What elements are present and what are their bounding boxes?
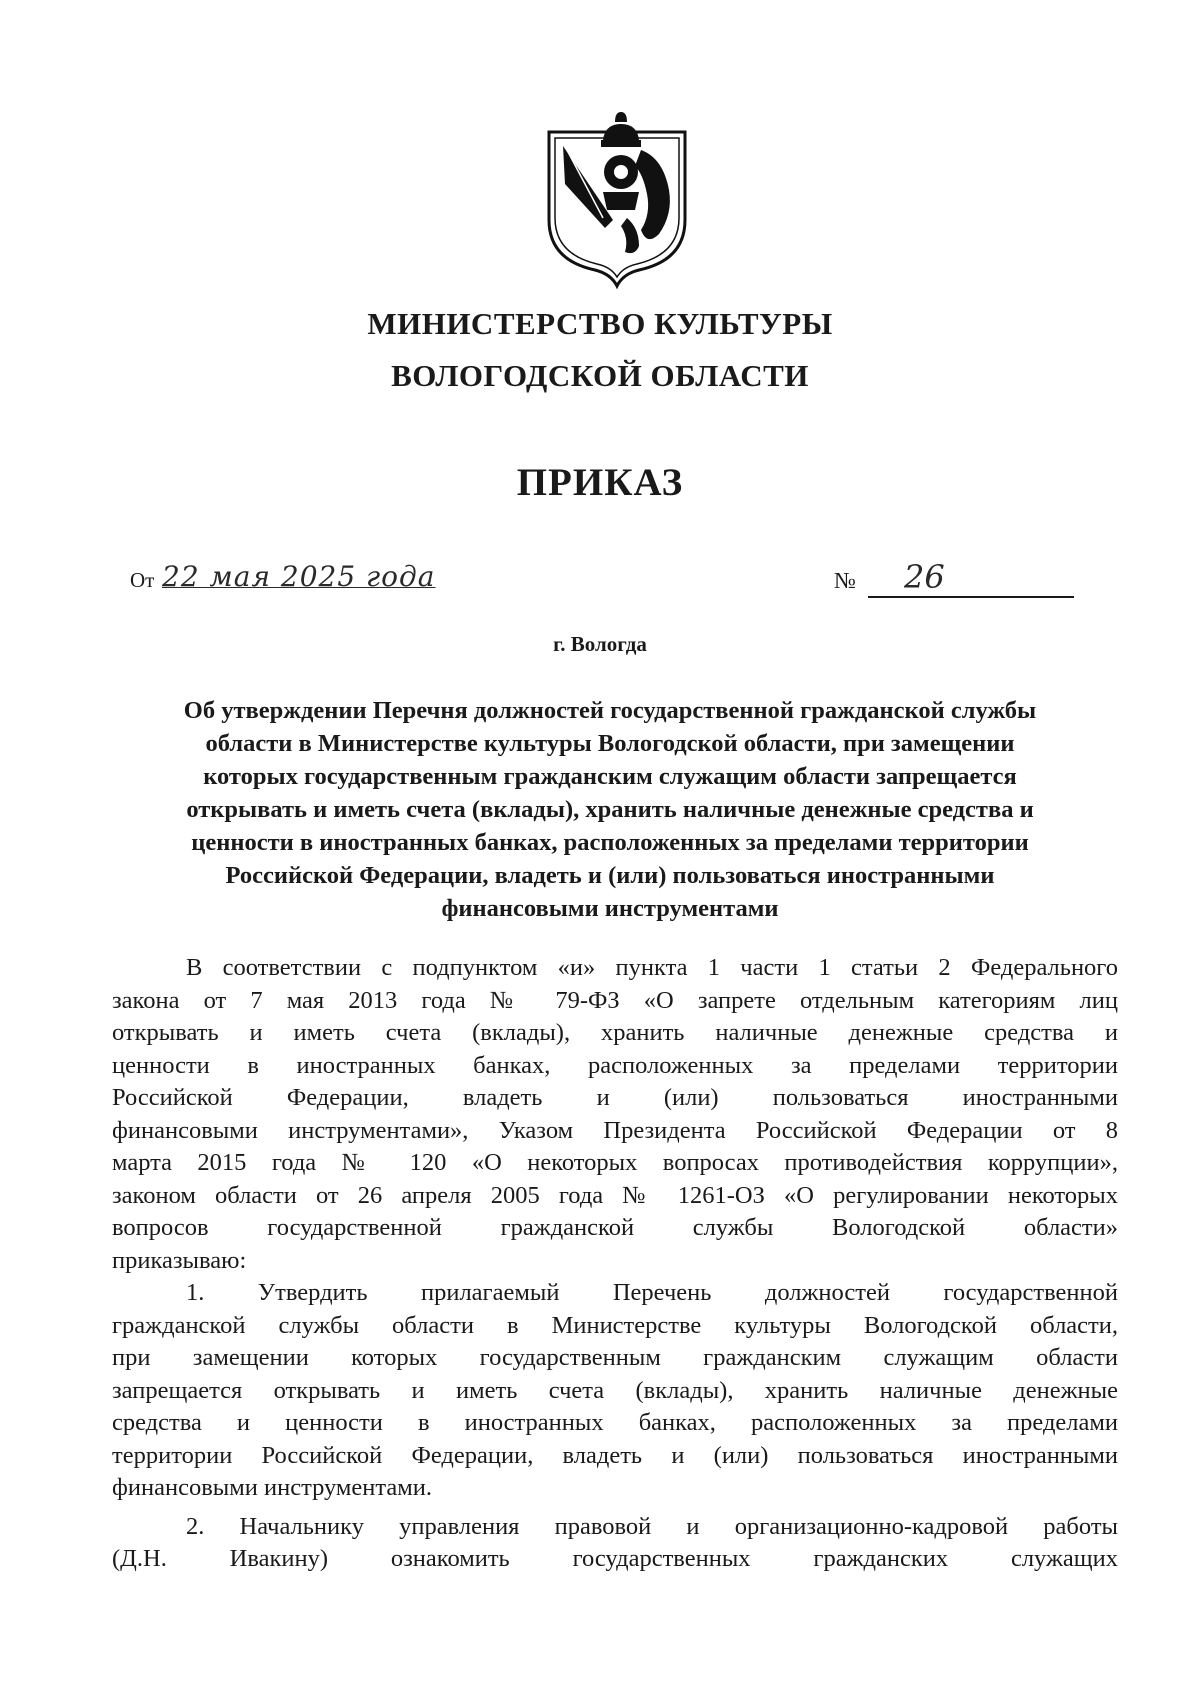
body-line: марта 2015 года № 120 «О некоторых вопросах противодействия коррупции», bbox=[112, 1149, 1118, 1176]
subject-line: финансовыми инструментами bbox=[441, 895, 779, 922]
document-type-title: ПРИКАЗ bbox=[516, 461, 684, 504]
body-line: открывать и иметь счета (вклады), хранить наличные денежные средства и bbox=[112, 1019, 1118, 1046]
number-underline bbox=[868, 596, 1074, 598]
handwritten-number: 26 bbox=[904, 558, 945, 596]
body-line: приказываю: bbox=[112, 1246, 247, 1274]
body-line: закона от 7 мая 2013 года № 79-ФЗ «О запрете отдельным категориям лиц bbox=[112, 986, 1118, 1014]
body-line: вопросов государственной гражданской службы Вологодской области» bbox=[112, 1214, 1118, 1241]
clause-1-line: 1. Утвердить прилагаемый Перечень должностей государственной bbox=[186, 1279, 1118, 1306]
subject-line: ценности в иностранных банках, расположенных за пределами территории bbox=[191, 829, 1029, 856]
clause-1-line: финансовыми инструментами. bbox=[112, 1474, 433, 1501]
city-name: г. Вологда bbox=[553, 632, 647, 656]
subject-line: области в Министерстве культуры Вологодской области, при замещении bbox=[205, 730, 1015, 757]
subject-line: Российской Федерации, владеть и (или) пользоваться иностранными bbox=[225, 862, 995, 889]
clause-1-line: при замещении которых государственным гражданским служащим области bbox=[112, 1344, 1118, 1371]
subject-line: которых государственным гражданским служащим области запрещается bbox=[203, 763, 1017, 790]
body-line: финансовыми инструментами», Указом Президента Российской Федерации от 8 bbox=[112, 1116, 1118, 1144]
ministry-name-line-1: МИНИСТЕРСТВО КУЛЬТУРЫ bbox=[367, 306, 833, 341]
body-line: Российской Федерации, владеть и (или) пользоваться иностранными bbox=[112, 1084, 1118, 1111]
clause-1-line: средства и ценности в иностранных банках, расположенных за пределами bbox=[112, 1409, 1118, 1436]
body-line: ценности в иностранных банках, расположенных за пределами территории bbox=[112, 1051, 1118, 1079]
order-body bbox=[112, 952, 1118, 1576]
vologda-coat-of-arms-icon bbox=[543, 110, 691, 290]
clause-2-line: 2. Начальнику управления правовой и организационно-кадровой работы bbox=[186, 1512, 1118, 1540]
handwritten-date: 22 мая 2025 года bbox=[162, 560, 436, 593]
clause-1-line: запрещается открывать и иметь счета (вклады), хранить наличные денежные bbox=[112, 1376, 1118, 1404]
number-label: № bbox=[834, 568, 856, 593]
order-subject bbox=[110, 694, 1110, 925]
clause-1-line: территории Российской Федерации, владеть и (или) пользоваться иностранными bbox=[112, 1441, 1118, 1469]
body-line: законом области от 26 апреля 2005 года № 1261-ОЗ «О регулировании некоторых bbox=[112, 1181, 1118, 1209]
subject-line: открывать и иметь счета (вклады), хранить наличные денежные средства и bbox=[186, 796, 1034, 823]
date-label: От bbox=[130, 568, 155, 592]
body-line: В соответствии с подпунктом «и» пункта 1 части 1 статьи 2 Федерального bbox=[186, 954, 1118, 981]
ministry-name-line-2: ВОЛОГОДСКОЙ ОБЛАСТИ bbox=[391, 358, 809, 393]
subject-line: Об утверждении Перечня должностей государственной гражданской службы bbox=[183, 697, 1037, 724]
clause-2-line: (Д.Н. Ивакину) ознакомить государственных гражданских служащих bbox=[112, 1545, 1118, 1572]
clause-1-line: гражданской службы области в Министерстве культуры Вологодской области, bbox=[112, 1311, 1118, 1339]
